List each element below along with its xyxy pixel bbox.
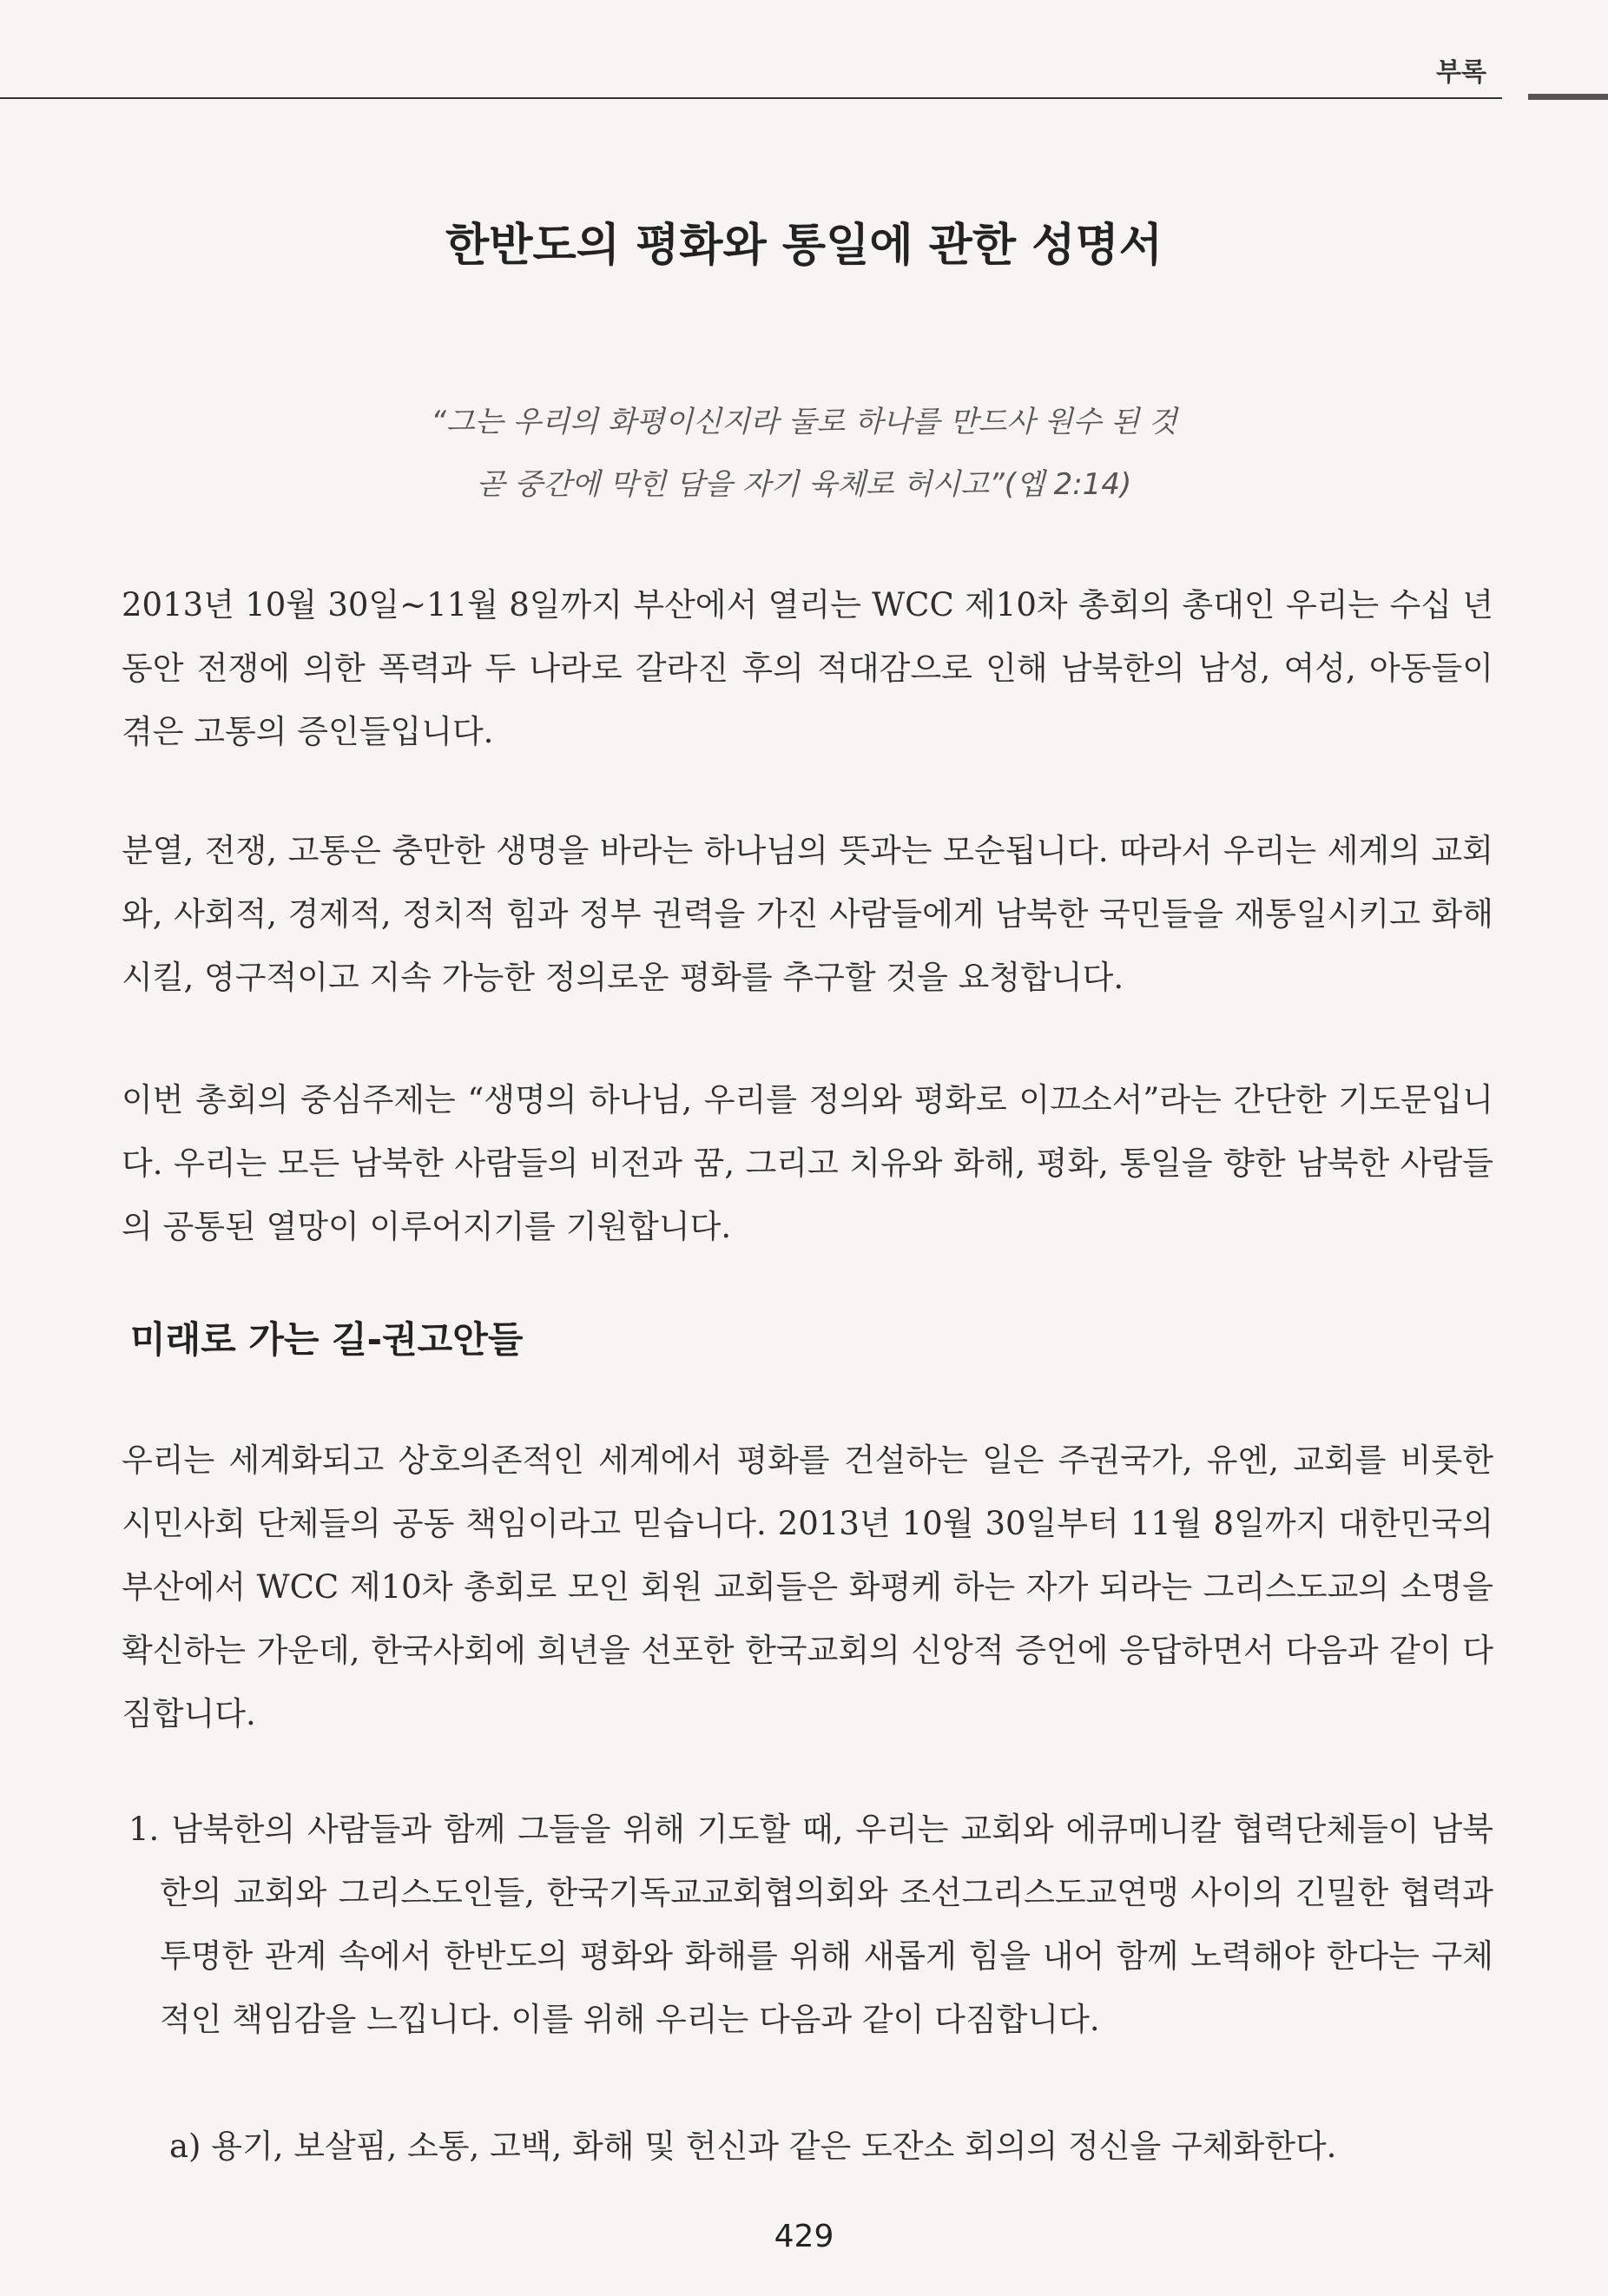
paragraph-2: 분열, 전쟁, 고통은 충만한 생명을 바라는 하나님의 뜻과는 모순됩니다. 따라서 우리는 세계의 교회와, 사회적, 경제적, 정치적 힘과 정부 권력을 가진 사람들에게 남북한 국민들을 재통일시키고 화해시킬, 영구적이고 지속 가능한 정의로운 평화를 추구할 것을 요청합니다.	[122, 832, 1493, 996]
header-rule-accent	[1528, 94, 1608, 100]
document-title: 한반도의 평화와 통일에 관한 성명서	[445, 220, 1163, 272]
epigraph-line-1: “그는 우리의 화평이신지라 둘로 하나를 만드사 원수 된 것	[431, 405, 1177, 439]
list-item-1: 1. 남북한의 사람들과 함께 그들을 위해 기도할 때, 우리는 교회와 에큐메니칼 협력단체들이 남북한의 교회와 그리스도인들, 한국기독교교회협의회와 조선그리스도교연맹 사이의 긴밀한 협력과 투명한 관계 속에서 한반도의 평화와 화해를 위해 새롭게 힘을 내어 함께 노력해야 한다는 구체적인 책임감을 느낍니다. 이를 위해 우리는 다음과 같이 다짐합니다.	[129, 1811, 1493, 2038]
paragraph-3: 이번 총회의 중심주제는 “생명의 하나님, 우리를 정의와 평화로 이끄소서”라는 간단한 기도문입니다. 우리는 모든 남북한 사람들의 비전과 꿈, 그리고 치유와 화해, 평화, 통일을 향한 남북한 사람들의 공통된 열망이 이루어지기를 기원합니다.	[122, 1081, 1493, 1245]
section-heading: 미래로 가는 길-권고안들	[130, 1318, 524, 1361]
section-intro-paragraph: 우리는 세계화되고 상호의존적인 세계에서 평화를 건설하는 일은 주권국가, 유엔, 교회를 비롯한 시민사회 단체들의 공동 책임이라고 믿습니다. 2013년 10월 30일부터 11월 8일까지 대한민국의 부산에서 WCC 제10차 총회로 모인 회원 교회들은 화평케 하는 자가 되라는 그리스도교의 소명을 확신하는 가운데, 한국사회에 희년을 선포한 한국교회의 신앙적 증언에 응답하면서 다음과 같이 다짐합니다.	[122, 1442, 1493, 1732]
page-number: 429	[774, 2219, 834, 2254]
sub-item-1a: a) 용기, 보살핌, 소통, 고백, 화해 및 헌신과 같은 도잔소 회의의 정신을 구체화한다.	[169, 2128, 1337, 2165]
running-header-label: 부록	[1436, 57, 1486, 88]
epigraph	[0, 391, 1608, 516]
epigraph-line-2: 곧 중간에 막힌 담을 자기 육체로 허시고”(엡 2:14)	[476, 467, 1132, 502]
header-rule	[0, 97, 1502, 99]
paragraph-1: 2013년 10월 30일~11월 8일까지 부산에서 열리는 WCC 제10차 총회의 총대인 우리는 수십 년 동안 전쟁에 의한 폭력과 두 나라로 갈라진 후의 적대감으로 인해 남북한의 남성, 여성, 아동들이 겪은 고통의 증인들입니다.	[122, 586, 1493, 750]
